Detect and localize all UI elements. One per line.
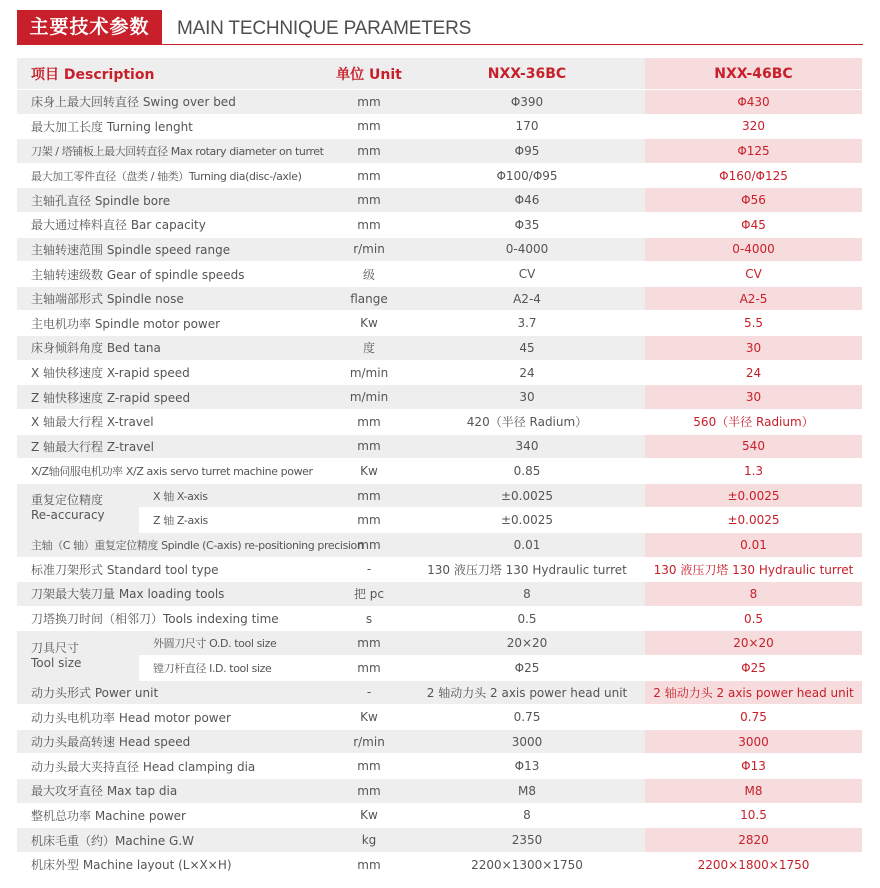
col-header-description: 项目 Description [31,66,155,83]
row-value-model-a: 3000 [511,734,543,749]
row-value-model-a: 0.75 [513,710,541,725]
row-description: 刀架最大装刀量 Max loading tools [31,587,225,602]
row-description: 主轴端部形式 Spindle nose [31,292,184,307]
row-value-model-b: 24 [745,365,762,380]
row-unit: Kw [360,710,378,725]
table-row [17,804,862,829]
row-description: 最大加工长度 Turning lenght [31,119,193,134]
row-unit: - [366,562,372,577]
table-row [17,705,862,730]
table-row [17,311,862,336]
title-underline [162,44,863,45]
row-value-model-a: 20×20 [506,636,548,651]
row-value-model-a: 3.7 [517,316,537,331]
row-value-model-a: 0.01 [513,537,541,552]
row-value-model-b: 1.3 [743,463,764,478]
row-value-model-a: 420（半径 Radium） [466,415,588,430]
row-description: 最大攻牙直径 Max tap dia [31,784,178,799]
row-unit: mm [357,636,381,651]
row-value-model-b: 20×20 [733,636,774,651]
toolsize-group [17,631,862,680]
table-row [17,188,862,213]
table-row [17,533,862,558]
row-unit: kg [361,833,377,848]
row-description: 机床毛重（约）Machine G.W [31,833,195,848]
row-value-model-b: 30 [745,340,762,355]
row-unit: mm [357,193,381,208]
table-row [17,582,862,607]
row-value-model-b: Φ125 [737,144,770,159]
row-value-model-b: Φ56 [741,193,766,208]
row-value-model-a: ±0.0025 [500,488,554,503]
group-label-cn: 重复定位精度 [31,493,104,508]
row-value-model-a: 130 液压刀塔 130 Hydraulic turret [427,562,627,577]
row-value-model-a: CV [518,267,536,282]
table-row [17,656,862,681]
row-value-model-a: Φ390 [510,94,544,109]
row-description: 主电机功率 Spindle motor power [31,316,221,331]
row-value-model-b: 320 [742,119,765,134]
row-description: 主轴（C 轴）重复定位精度 Spindle (C-axis) re-positioning precision [31,538,364,552]
row-description: 最大通过棒料直径 Bar capacity [31,218,206,233]
row-value-model-b: Φ13 [741,759,766,774]
row-value-model-b: M8 [744,783,763,798]
row-value-model-b: 0.01 [740,537,767,552]
row-value-model-b: 5.5 [743,316,764,331]
row-description: 动力头最高转速 Head speed [31,735,191,750]
row-value-model-b: 560（半径 Radium） [693,415,814,430]
spec-table [17,58,862,878]
row-description: X/Z轴伺服电机功率 X/Z axis servo turret machine power [31,464,313,478]
table-row [17,435,862,460]
row-unit: flange [350,291,388,306]
row-description: 主轴转速级数 Gear of spindle speeds [31,267,245,282]
row-value-model-a: Φ25 [514,660,540,675]
reaccuracy-group [17,484,862,533]
row-value-model-a: 2350 [511,833,543,848]
row-description: 床身上最大回转直径 Swing over bed [31,95,236,110]
row-unit: 把 pc [353,587,385,602]
row-value-model-b: Φ25 [741,660,766,675]
row-unit: mm [357,94,381,109]
row-value-model-a: 24 [519,365,535,380]
row-unit: mm [357,513,381,528]
row-value-model-a: 170 [515,119,539,134]
row-unit: s [365,611,373,626]
col-header-model-a: NXX-36BC [487,65,567,82]
row-value-model-a: 8 [523,808,531,823]
row-unit: mm [357,537,381,552]
row-value-model-a: Φ46 [514,193,540,208]
row-description: Z 轴最大行程 Z-travel [31,439,155,454]
row-unit: r/min [353,242,385,257]
table-row [17,385,862,410]
row-unit: 度 [362,341,375,356]
table-row [17,508,862,533]
table-row [17,90,862,115]
row-description: X 轴最大行程 X-travel [31,415,154,430]
row-description: Z 轴快移速度 Z-rapid speed [31,390,191,405]
row-value-model-b: 2200×1800×1750 [697,857,810,872]
row-value-model-a: 0.85 [513,463,541,478]
row-description: 主轴转速范围 Spindle speed range [31,242,231,257]
col-header-unit: 单位 Unit [336,66,402,83]
section-title-cn: 主要技术参数 [17,10,162,45]
row-description: 动力头形式 Power unit [31,685,159,700]
row-value-model-a: 0-4000 [505,242,549,257]
table-row [17,361,862,386]
row-value-model-a: ±0.0025 [500,513,554,528]
row-unit: mm [357,783,381,798]
row-unit: Kw [360,463,378,478]
section-title-en: MAIN TECHNIQUE PARAMETERS [177,18,472,39]
row-value-model-b: A2-5 [739,291,768,306]
row-value-model-a: 30 [519,390,535,405]
row-description: 刀塔换刀时间（相邻刀）Tools indexing time [31,612,279,627]
table-row [17,213,862,238]
row-value-model-b: Φ160/Φ125 [719,168,788,183]
row-value-model-b: ±0.0025 [727,488,780,503]
table-row [17,262,862,287]
row-unit: 级 [362,267,375,282]
row-description: X 轴快移速度 X-rapid speed [31,366,190,380]
row-value-model-a: 8 [523,586,531,601]
row-unit: - [366,685,372,700]
group-label [17,484,139,533]
table-row [17,631,862,656]
table-row [17,730,862,755]
table-row [17,238,862,263]
table-row [17,115,862,140]
row-value-model-b: Φ430 [737,94,770,109]
row-value-model-b: CV [745,267,762,282]
row-value-model-a: A2-4 [513,291,541,306]
row-description: 整机总功率 Machine power [31,808,186,823]
row-unit: Kw [360,316,378,331]
row-value-model-a: Φ100/Φ95 [496,168,558,183]
row-unit: mm [357,414,381,429]
table-row [17,558,862,583]
row-value-model-a: 2 轴动力头 2 axis power head unit [426,685,628,700]
row-value-model-b: 130 液压刀塔 130 Hydraulic turret [653,562,854,577]
table-row [17,828,862,853]
row-value-model-b: 540 [742,439,765,454]
row-description: 床身倾斜角度 Bed tana [31,341,161,356]
row-description: 刀架 / 塔铺板上最大回转直径 Max rotary diameter on turret [31,145,324,159]
row-value-model-a: 2200×1300×1750 [471,857,583,872]
row-unit: mm [357,439,381,454]
table-row [17,779,862,804]
row-unit: mm [357,759,381,774]
row-description: 主轴孔直径 Spindle bore [31,193,171,208]
row-unit: mm [357,660,381,675]
row-description: 标准刀架形式 Standard tool type [31,562,219,577]
row-description: 动力头电机功率 Head motor power [31,710,231,725]
group-label-en: Tool size [31,656,82,671]
row-value-model-b: 0-4000 [732,242,775,257]
row-value-model-b: 0.75 [740,710,767,725]
table-row [17,459,862,484]
row-description: 最大加工零件直径（盘类 / 轴类）Turning dia(disc-/axle) [31,169,302,183]
row-description: 动力头最大夹持直径 Head clamping dia [31,759,256,774]
row-value-model-b: Φ45 [741,217,766,232]
row-unit: mm [357,857,381,872]
row-value-model-b: 3000 [738,734,769,749]
row-unit: mm [357,119,381,134]
table-row [17,164,862,189]
group-label-en: Re-accuracy [31,508,105,523]
row-value-model-b: 2 轴动力头 2 axis power head unit [653,685,854,700]
table-row [17,681,862,706]
row-value-model-a: 0.5 [517,611,537,626]
row-value-model-a: M8 [518,783,536,798]
table-row [17,754,862,779]
table-row [17,139,862,164]
section-header [17,10,863,45]
col-header-model-b: NXX-46BC [714,65,793,82]
row-unit: Kw [360,808,378,823]
row-description: 镗刀杆直径 I.D. tool size [153,661,272,675]
row-value-model-a: 45 [519,340,535,355]
row-value-model-b: 2820 [738,833,769,848]
row-value-model-b: 30 [745,390,762,405]
row-value-model-b: ±0.0025 [727,513,780,528]
group-label [17,631,139,680]
table-row [17,607,862,632]
row-unit: mm [357,217,381,232]
row-unit: m/min [349,365,389,380]
row-description: 机床外型 Machine layout (L×X×H) [31,858,232,873]
table-header-row [17,58,862,90]
row-unit: mm [357,168,381,183]
row-description: 外圆刀尺寸 O.D. tool size [153,637,277,651]
row-unit: mm [357,488,381,503]
table-row [17,410,862,435]
row-unit: r/min [353,734,385,749]
row-description: Z 轴 Z-axis [153,514,208,528]
group-label-cn: 刀具尺寸 [31,641,80,656]
row-value-model-a: 340 [515,439,539,454]
table-row [17,484,862,509]
row-unit: mm [357,144,381,159]
table-row [17,287,862,312]
row-value-model-a: Φ13 [514,759,540,774]
table-row [17,336,862,361]
row-unit: m/min [349,390,389,405]
row-value-model-b: 0.5 [743,611,764,626]
table-row [17,853,862,878]
row-value-model-a: Φ35 [514,217,540,232]
row-value-model-b: 10.5 [740,808,767,823]
row-value-model-b: 8 [749,586,758,601]
row-description: X 轴 X-axis [153,489,208,503]
row-value-model-a: Φ95 [514,144,540,159]
